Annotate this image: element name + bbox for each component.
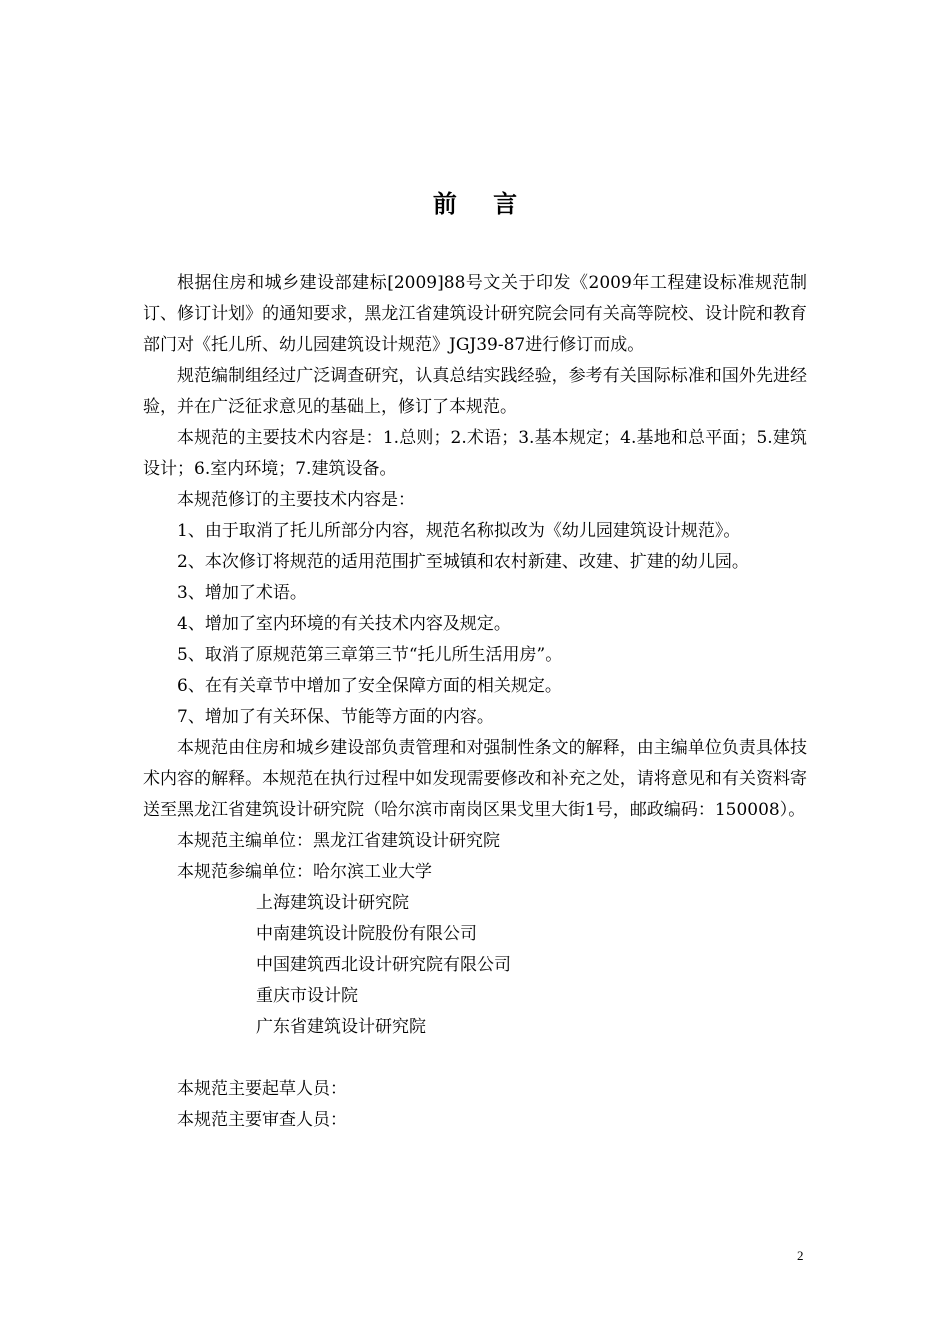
participating-unit: 中国建筑西北设计研究院有限公司 (256, 955, 511, 975)
revision-item-7: 7、增加了有关环保、节能等方面的内容。 (177, 707, 494, 727)
page-number: 2 (797, 1248, 804, 1263)
revision-item-1: 1、由于取消了托儿所部分内容，规范名称拟改为《幼儿园建筑设计规范》。 (177, 521, 741, 541)
participating-units-label: 本规范参编单位：哈尔滨工业大学 (177, 862, 432, 882)
participating-unit: 中南建筑设计院股份有限公司 (256, 924, 477, 944)
revision-item-5: 5、取消了原规范第三章第三节“托儿所生活用房”。 (177, 645, 563, 665)
revision-item-2: 2、本次修订将规范的适用范围扩至城镇和农村新建、改建、扩建的幼儿园。 (177, 552, 749, 572)
paragraph-revision-basis: 根据住房和城乡建设部建标[2009]88号文关于印发《2009年工程建设标准规范制订、修订计划》的通知要求，黑龙江省建筑设计研究院会同有关高等院校、设计院和教育部门对《托儿所、幼儿园建筑设计规范》JGJ39-87进行修订而成。 (143, 273, 807, 355)
participating-unit: 上海建筑设计研究院 (256, 893, 409, 913)
preface-body (143, 268, 807, 1136)
revision-item-6: 6、在有关章节中增加了安全保障方面的相关规定。 (177, 676, 562, 696)
paragraph-main-content: 本规范的主要技术内容是：1.总则；2.术语；3.基本规定；4.基地和总平面；5.建筑设计；6.室内环境；7.建筑设备。 (143, 428, 807, 479)
revision-item-3: 3、增加了术语。 (177, 583, 307, 603)
participating-unit: 广东省建筑设计研究院 (256, 1017, 426, 1037)
chief-editor-unit: 本规范主编单位：黑龙江省建筑设计研究院 (177, 831, 500, 851)
reviewers-label: 本规范主要审查人员： (177, 1110, 347, 1130)
paragraph-research: 规范编制组经过广泛调查研究，认真总结实践经验，参考有关国际标准和国外先进经验，并在广泛征求意见的基础上，修订了本规范。 (143, 366, 807, 417)
participating-unit: 重庆市设计院 (256, 986, 358, 1006)
blank-line (143, 1043, 807, 1074)
paragraph-management: 本规范由住房和城乡建设部负责管理和对强制性条文的解释，由主编单位负责具体技术内容的解释。本规范在执行过程中如发现需要修改和补充之处，请将意见和有关资料寄送至黑龙江省建筑设计研究院（哈尔滨市南岗区果戈里大街1号，邮政编码：150008）。 (143, 738, 807, 820)
paragraph-revision-content-intro: 本规范修订的主要技术内容是： (177, 490, 415, 510)
revision-item-4: 4、增加了室内环境的有关技术内容及规定。 (177, 614, 511, 634)
drafters-label: 本规范主要起草人员： (177, 1079, 347, 1099)
page-title: 前 言 (432, 189, 532, 218)
